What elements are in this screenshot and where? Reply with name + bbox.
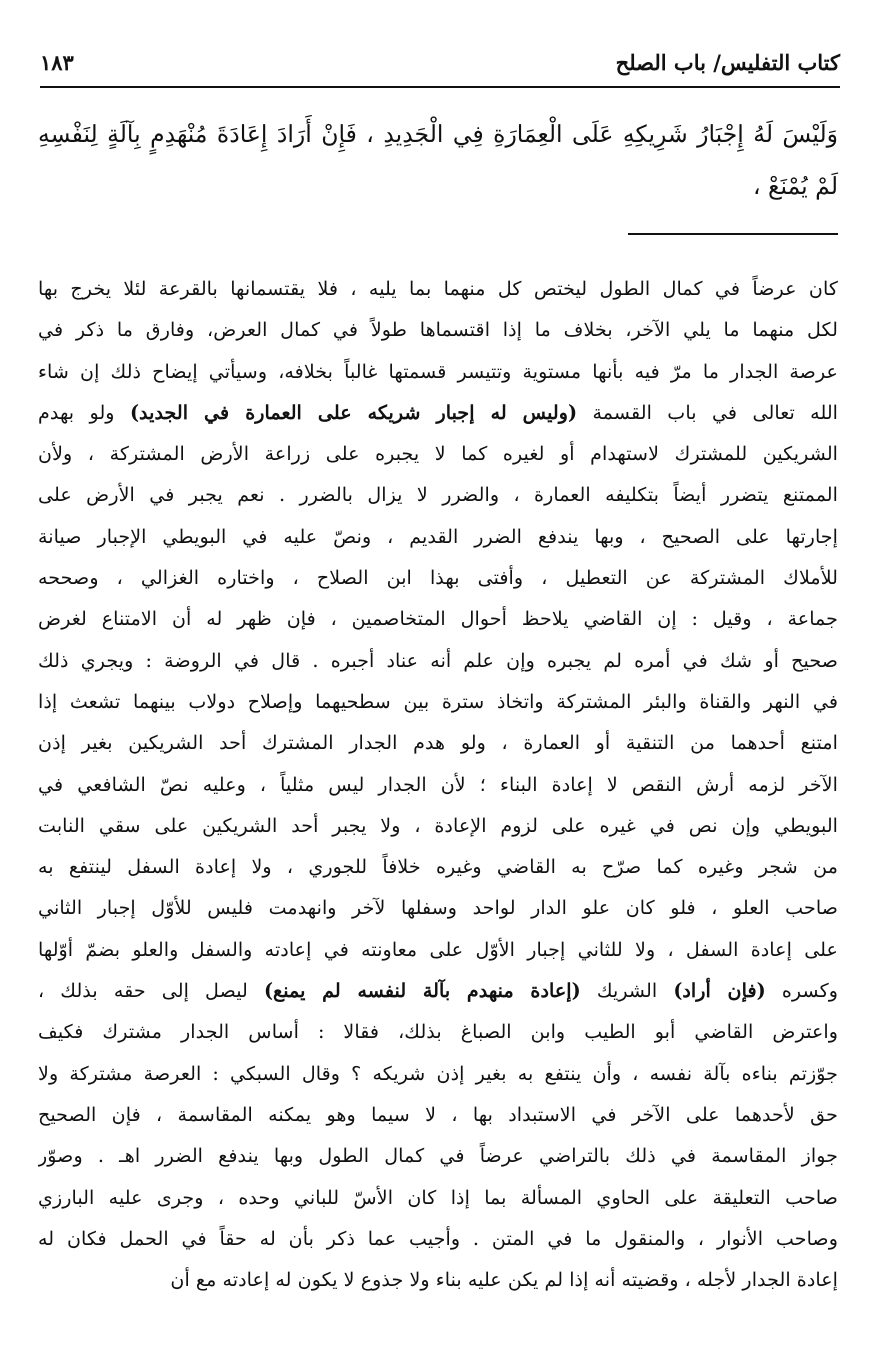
commentary-text: امتنع أحدهما من التنقية أو العمارة ، ولو هدم الجدار المشترك أحد الشريكين بغير إذن	[38, 731, 838, 755]
page-number: ١٨٣	[40, 50, 74, 75]
sharh-line	[38, 392, 838, 433]
sharh-line	[38, 1053, 838, 1094]
commentary-text: وصاحب الأنوار ، والمنقول ما في المتن . وأجيب عما ذكر بأن له حقاً في الحمل فكان له	[38, 1226, 838, 1250]
commentary-text: ليصل إلى حقه بذلك ،	[38, 979, 264, 1003]
commentary-text: وكسره	[765, 979, 838, 1003]
sharh-line	[38, 887, 838, 928]
sharh-line	[38, 764, 838, 805]
commentary-text: الله تعالى في باب القسمة	[577, 400, 838, 424]
commentary-text: عرصة الجدار ما مرّ فيه بأنها مستوية وتتيسر قسمتها غالباً بخلافه، وسيأتي إيضاح ذلك إن شاء	[38, 359, 838, 383]
commentary-text: الشريكين للمشترك لاستهدام أو لغيره كما لا يجبره على زراعة الأرض المشتركة ، ولأن	[38, 442, 838, 466]
sharh-line	[38, 722, 838, 763]
commentary-text: في النهر والقناة والبئر المشتركة واتخاذ سترة بين سطحيهما وإصلاح دولاب بينهما تشعث إذا	[38, 689, 838, 713]
commentary-text: جواز المقاسمة في ذلك بالتراضي عرضاً في كمال الطول وبها يندفع الضرر اهـ . وصوّر	[38, 1144, 838, 1168]
sharh-line	[38, 681, 838, 722]
commentary-text: ولو بهدم	[38, 400, 130, 424]
sharh-line	[38, 846, 838, 887]
sharh-commentary	[38, 268, 838, 1300]
sharh-line	[38, 1094, 838, 1135]
quoted-matn-phrase: (فإن أراد)	[673, 979, 766, 1003]
commentary-text: الشريك	[580, 979, 674, 1003]
sharh-line	[38, 1135, 838, 1176]
sharh-line	[38, 598, 838, 639]
commentary-text: الآخر لزمه أرش النقص لا إعادة البناء ؛ لأن الجدار ليس مثلياً ، وعليه نصّ الشافعي في	[38, 772, 838, 796]
sharh-line	[38, 1011, 838, 1052]
matn-text: وَلَيْسَ لَهُ إِجْبَارُ شَرِيكِهِ عَلَى الْعِمَارَةِ فِي الْجَدِيدِ ، فَإِنْ أَرَادَ إِعَادَةَ مُنْهَدِمٍ بِآلَةٍ لِنَفْسِهِ لَمْ يُمْنَعْ ،	[38, 120, 838, 200]
footnote-separator	[628, 233, 838, 235]
commentary-text: صاحب العلو ، فلو كان علو الدار لواحد وسفلها لآخر وانهدمت فليس للأوّل إجبار الثاني	[38, 896, 838, 920]
page-header	[40, 44, 840, 84]
sharh-line	[38, 351, 838, 392]
commentary-text: صاحب التعليقة على الحاوي المسألة بما إذا كان الأسّ للباني وحده ، وجرى عليه البارزي	[38, 1185, 838, 1209]
sharh-line	[38, 1218, 838, 1259]
commentary-text: صحيح أو شك في أمره لم يجبره وإن علم أنه عناد أجبره . قال في الروضة : ويجري ذلك	[38, 648, 838, 672]
sharh-line	[38, 516, 838, 557]
sharh-line	[38, 433, 838, 474]
commentary-text: إجارتها على الصحيح ، وبها يندفع الضرر القديم ، ونصّ عليه في البويطي الإجبار صيانة	[38, 524, 838, 548]
commentary-text: جوّزتم بناءه بآلة نفسه ، وأن ينتفع به بغير إذن شريكه ؟ وقال السبكي : العرصة مشتركة ولا	[38, 1061, 838, 1085]
running-title: كتاب التفليس/ باب الصلح	[615, 50, 840, 75]
sharh-line	[38, 309, 838, 350]
sharh-line	[38, 970, 838, 1011]
commentary-text: إعادة الجدار لأجله ، وقضيته أنه إذا لم يكن عليه بناء ولا جذوع لا يكون له إعادته مع أن	[170, 1268, 838, 1292]
sharh-line	[38, 1177, 838, 1218]
quoted-matn-phrase: (إعادة منهدم بآلة لنفسه لم يمنع)	[263, 979, 581, 1003]
sharh-line	[38, 805, 838, 846]
sharh-line	[38, 929, 838, 970]
quoted-matn-phrase: (وليس له إجبار شريكه على العمارة في الجديد)	[129, 400, 578, 424]
commentary-text: واعترض القاضي أبو الطيب وابن الصباغ بذلك، فقالا : أساس الجدار مشترك فكيف	[38, 1020, 838, 1044]
commentary-text: البويطي وإن نص في غيره على لزوم الإعادة ، ولا يجبر أحد الشريكين على سقي النابت	[38, 813, 838, 837]
header-divider	[40, 86, 840, 88]
sharh-line	[38, 1259, 838, 1300]
commentary-text: على إعادة السفل ، ولا للثاني إجبار الأوّل على معاونته في إعادته والسفل والعلو بضمّ أوّلها	[38, 937, 838, 961]
sharh-line	[38, 557, 838, 598]
commentary-text: من شجر وغيره كما صرّح به القاضي وغيره خلافاً للجوري ، ولا إعادة السفل لينتفع به	[38, 855, 838, 879]
sharh-line	[38, 268, 838, 309]
commentary-text: حق لأحدهما على الآخر في الاستبداد بها ، لا سيما وهو يمكنه المقاسمة ، فإن الصحيح	[38, 1102, 838, 1126]
sharh-line	[38, 640, 838, 681]
commentary-text: كان عرضاً في كمال الطول ليختص كل منهما بما يليه ، فلا يقتسمانها بالقرعة لئلا يخرج بها	[38, 277, 838, 300]
commentary-text: الممتنع يتضرر أيضاً بتكليفه العمارة ، والضرر لا يزال بالضرر . نعم يجبر في الأرض على	[38, 483, 838, 507]
sharh-line	[38, 474, 838, 515]
commentary-text: للأملاك المشتركة عن التعطيل ، وأفتى بهذا ابن الصلاح ، واختاره الغزالي ، وصححه	[38, 566, 838, 590]
commentary-text: لكل منهما ما يلي الآخر، بخلاف ما إذا اقتسماها طولاً في كمال العرض، وفارق ما ذكر في	[38, 318, 838, 342]
commentary-text: جماعة ، وقيل : إن القاضي يلاحظ أحوال المتخاصمين ، فإن ظهر له أن الامتناع لغرض	[38, 607, 838, 631]
